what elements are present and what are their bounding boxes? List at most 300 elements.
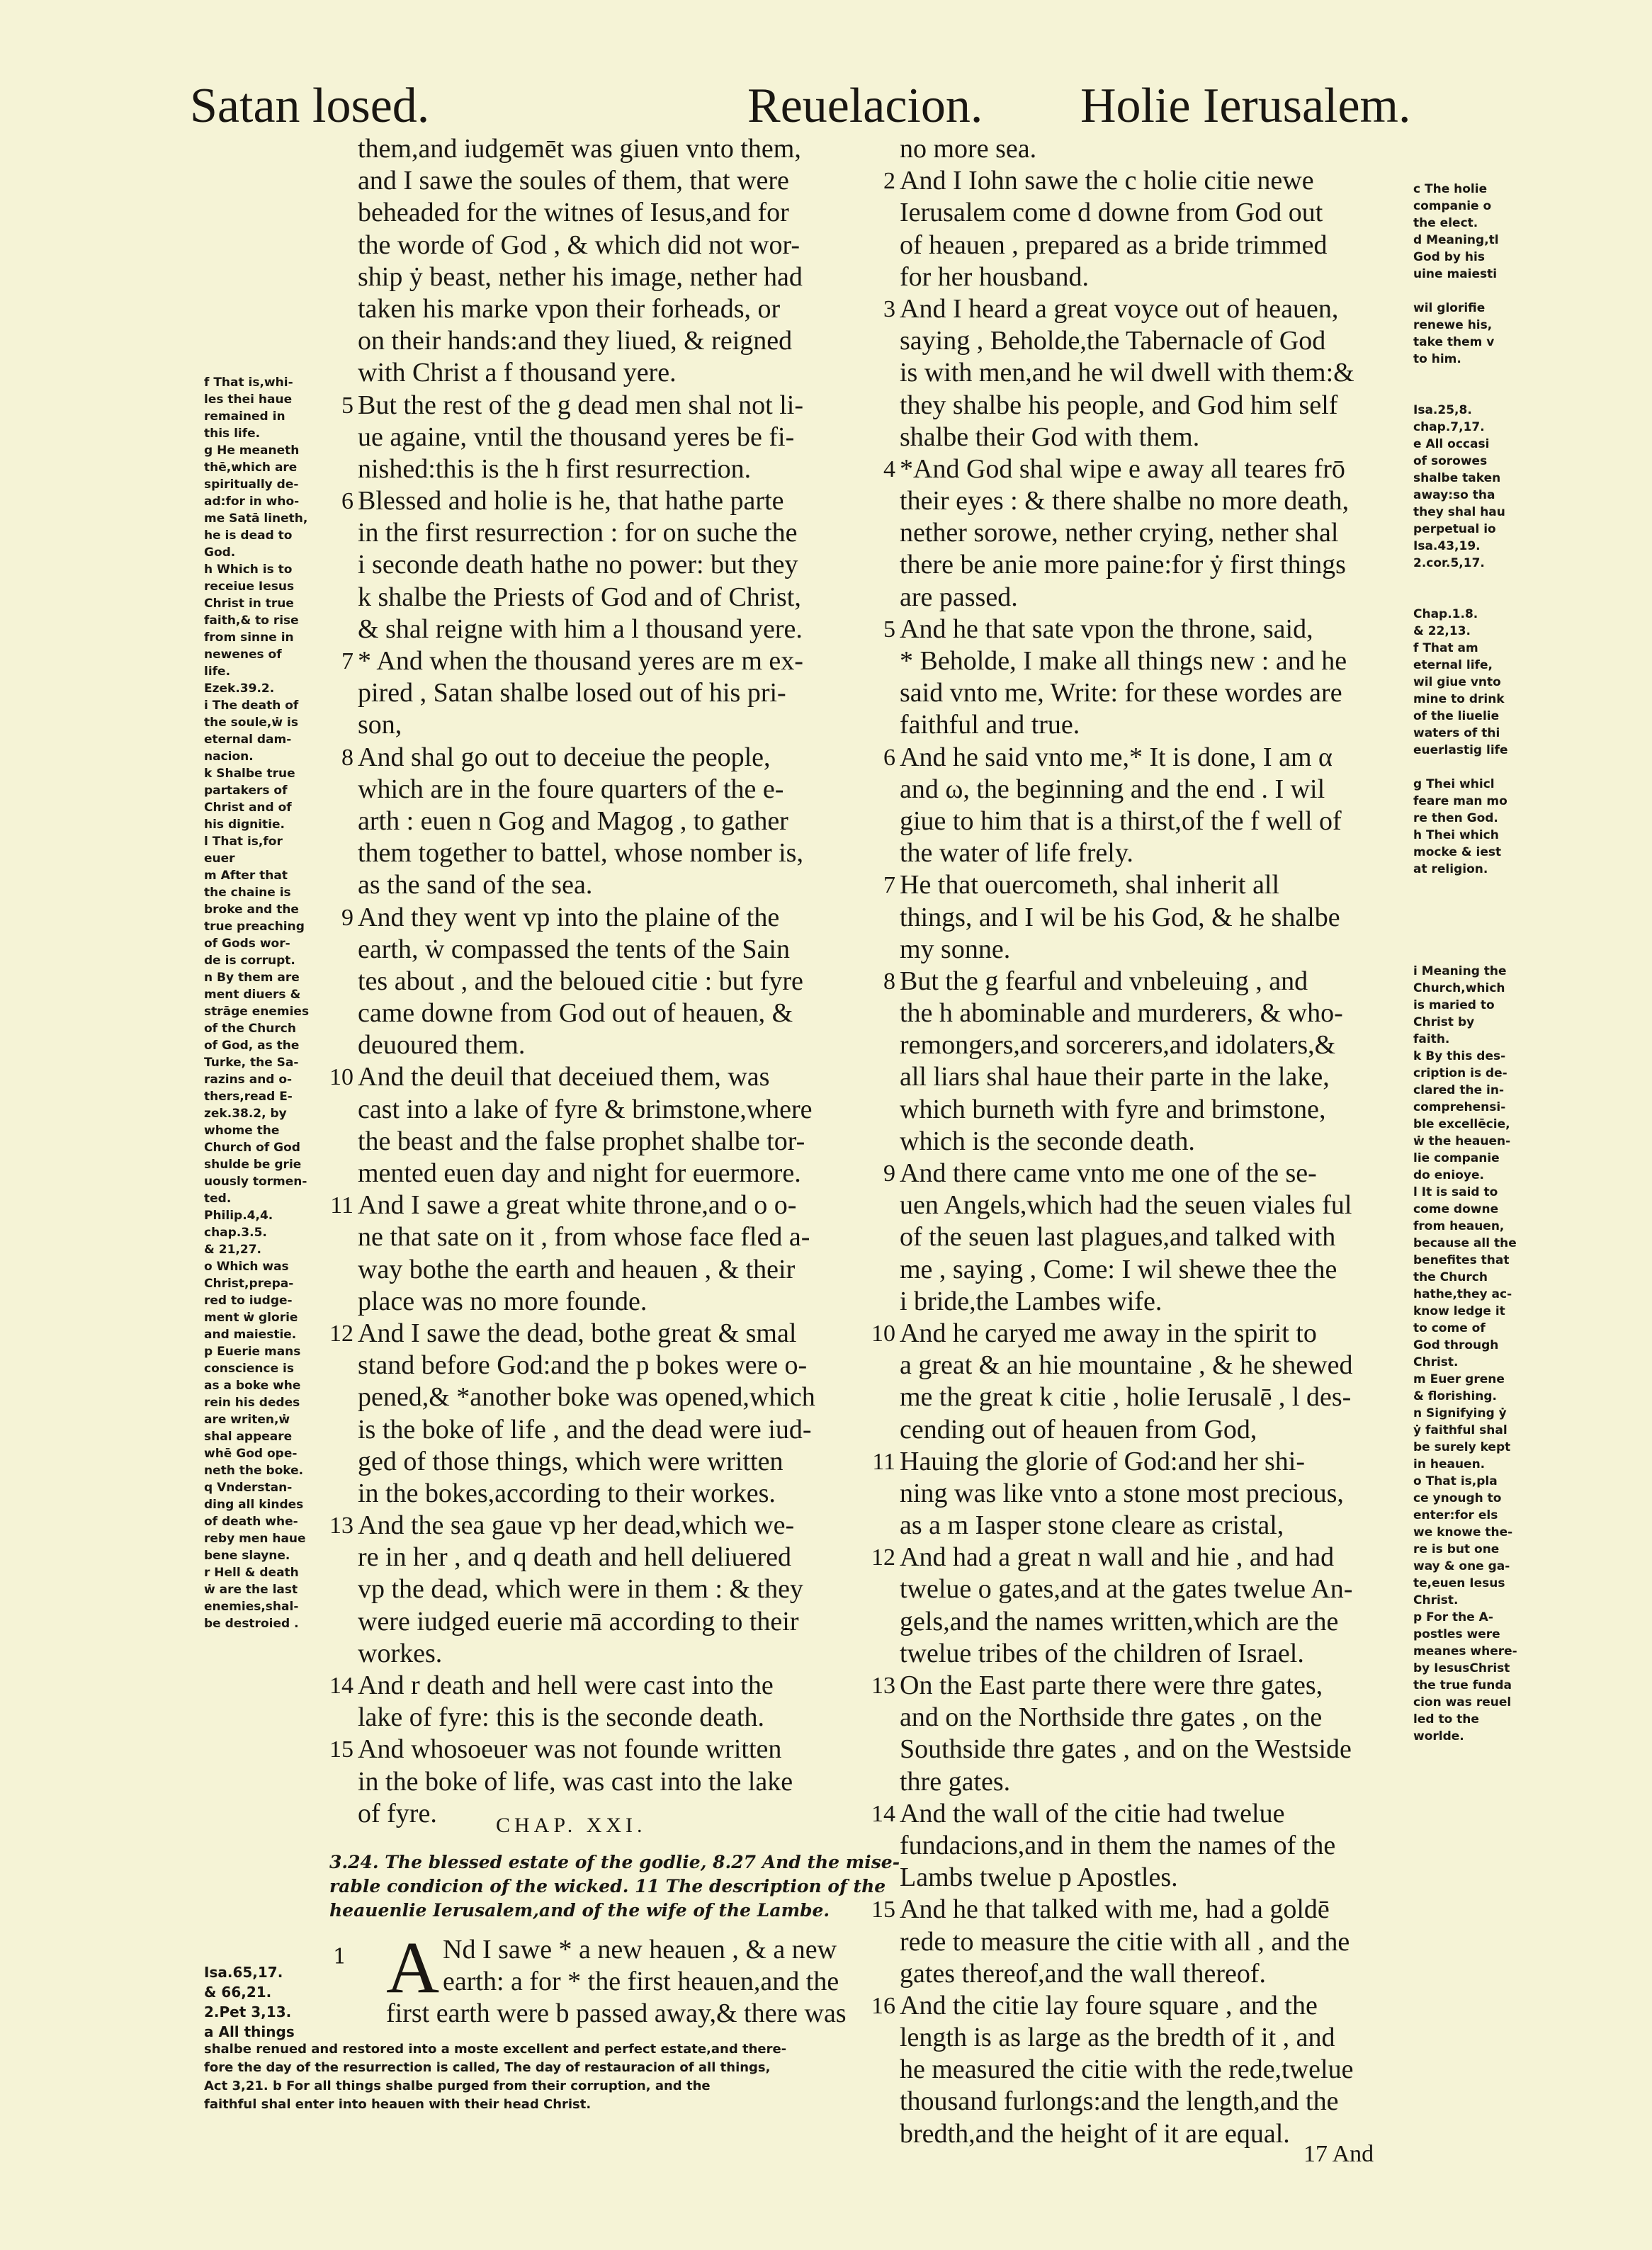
margin-note: of the Church (204, 1022, 296, 1036)
line-text: all liars shal haue their parte in the lake, (900, 1062, 1330, 1092)
text-line (900, 261, 1396, 293)
line-text: giue to him that is a thirst,of the f well of (900, 805, 1342, 836)
margin-note: spiritually de- (204, 477, 299, 492)
margin-note: the Church (1413, 1270, 1488, 1284)
text-line (358, 1094, 868, 1126)
text-line (358, 357, 868, 389)
margin-note: be destroied . (204, 1617, 299, 1631)
margin-note: Christ by (1413, 1015, 1475, 1029)
text-line (358, 805, 868, 837)
line-text: things, and I wil be his God, & he shalbe (900, 902, 1340, 932)
text-line (900, 133, 1396, 165)
line-text: faithful and true. (900, 710, 1080, 740)
text-line (341, 902, 868, 934)
margin-note: k By this des- (1413, 1049, 1506, 1063)
text-line (900, 1638, 1396, 1670)
text-line (871, 1894, 1396, 1926)
line-text: the beast and the false prophet shalbe tor- (358, 1126, 805, 1156)
margin-note: shulde be grie (204, 1158, 302, 1172)
margin-note: of God, as the (204, 1039, 300, 1053)
margin-note: know ledge it (1413, 1304, 1505, 1318)
opening-line: first earth were b passed away,& there was (386, 1999, 847, 2028)
text-line (900, 1478, 1396, 1510)
margin-note: whē God ope- (204, 1447, 298, 1461)
text-line (883, 614, 1396, 645)
margin-note: nacion. (204, 750, 254, 764)
text-line (358, 165, 868, 197)
margin-note: in heauen. (1413, 1457, 1486, 1471)
opening-line: Nd I sawe * a new heauen , & a new (443, 1935, 837, 1964)
margin-note: perpetual io (1413, 522, 1496, 536)
text-line (900, 2022, 1396, 2054)
margin-note: a All things (204, 2023, 295, 2040)
line-text: in the bokes,according to their workes. (358, 1478, 776, 1508)
margin-note: r Hell & death (204, 1566, 299, 1580)
text-line (358, 133, 868, 165)
margin-note: bene slayne. (204, 1549, 290, 1563)
text-line (883, 1158, 1396, 1189)
margin-note: m Euer grene (1413, 1372, 1505, 1386)
margin-note: Christ and of (204, 801, 292, 815)
text-line (341, 645, 868, 677)
line-text: ue againe, vntil the thousand yeres be fi- (358, 422, 795, 452)
line-text: workes. (358, 1638, 443, 1668)
chapter-opening (386, 1927, 875, 2030)
text-line (358, 582, 868, 614)
drop-capital: A (386, 1927, 440, 2008)
margin-note: enemies,shal- (204, 1600, 299, 1614)
verse-number: 2 (883, 168, 895, 195)
line-text: i seconde death hathe no power: but they (358, 550, 798, 580)
text-line (358, 1573, 868, 1605)
margin-note: neth the boke. (204, 1464, 304, 1478)
line-text: in the boke of life, was cast into the lake (358, 1766, 793, 1797)
margin-note: ad:for in who- (204, 494, 300, 509)
margin-note: come downe (1413, 1202, 1499, 1216)
margin-note: broke and the (204, 903, 299, 917)
margin-note: chap.7,17. (1413, 420, 1485, 434)
line-text: thre gates. (900, 1766, 1011, 1797)
line-text: which burneth with fyre and brimstone, (900, 1094, 1326, 1124)
margin-note: wil giue vnto (1413, 675, 1501, 689)
text-line (329, 1734, 868, 1765)
line-text: length is as large as the bredth of it , and (900, 2023, 1335, 2053)
running-head-left: Satan losed. (190, 79, 430, 133)
text-line (900, 645, 1396, 677)
text-line (358, 261, 868, 293)
text-line (900, 1573, 1396, 1605)
text-line (900, 1926, 1396, 1958)
text-line (871, 1542, 1396, 1573)
line-text: rede to measure the citie with all , and the (900, 1926, 1350, 1957)
line-text: son, (358, 710, 402, 740)
line-text: remongers,and sorcerers,and idolaters,& (900, 1030, 1336, 1061)
text-line (900, 1350, 1396, 1381)
margin-note: life. (204, 665, 231, 679)
margin-note: be surely kept (1413, 1440, 1511, 1454)
line-text: pired , Satan shalbe losed out of his pri- (358, 678, 786, 708)
chapter-heading: CHAP. XXI. (496, 1814, 647, 1837)
margin-note: Christ. (1413, 1593, 1459, 1607)
text-line (358, 837, 868, 869)
margin-note: shalbe taken (1413, 471, 1501, 485)
line-text: And whosoeuer was not founde written (358, 1734, 782, 1765)
line-text: them,and iudgemēt was giuen vnto them, (358, 134, 801, 164)
margin-note: conscience is (204, 1362, 294, 1376)
margin-note: waters of thi (1413, 726, 1500, 740)
verse-number: 14 (329, 1673, 353, 1699)
line-text: Lambs twelue p Apostles. (900, 1862, 1178, 1893)
line-text: place was no more founde. (358, 1286, 647, 1316)
margin-note: benefites that (1413, 1253, 1510, 1267)
margin-note: p Euerie mans (204, 1345, 301, 1359)
text-line (900, 774, 1396, 805)
text-line (358, 709, 868, 741)
text-line (900, 1830, 1396, 1862)
text-line (358, 614, 868, 645)
margin-note (1413, 385, 1555, 402)
margin-note (1413, 878, 1555, 895)
text-line (330, 1189, 868, 1221)
text-line (900, 709, 1396, 741)
text-line (358, 1702, 868, 1734)
line-text: thousand furlongs:and the length,and the (900, 2086, 1339, 2117)
text-line (871, 1670, 1396, 1702)
verse-number: 15 (871, 1896, 895, 1923)
line-text: arth : euen n Gog and Magog , to gather (358, 805, 788, 836)
text-line (358, 1542, 868, 1573)
margin-note: ẏ faithful shal (1413, 1423, 1507, 1437)
margin-note: f That am (1413, 641, 1478, 655)
margin-note: thers,read E- (204, 1090, 293, 1104)
margin-note: o That is,pla (1413, 1474, 1498, 1488)
line-text: of heauen , prepared as a bride trimmed (900, 230, 1328, 260)
text-line (358, 1029, 868, 1061)
line-text: Southside thre gates , and on the Westside (900, 1734, 1352, 1765)
margin-note: Isa.65,17. (204, 1964, 283, 1981)
line-text: their eyes : & there shalbe no more death, (900, 486, 1350, 516)
margin-note: hathe,they ac- (1413, 1287, 1512, 1301)
text-line (900, 582, 1396, 614)
footnote-line: fore the day of the resurrection is called, The day of restauracion of all things, (204, 2060, 771, 2075)
line-text: Hauing the glorie of God:and her shi- (900, 1446, 1305, 1476)
margin-note: at religion. (1413, 862, 1488, 876)
margin-note: ce ynough to (1413, 1491, 1502, 1505)
margin-note: chap.3.5. (204, 1226, 267, 1240)
text-line (871, 1318, 1396, 1350)
line-text: gels,and the names written,which are the (900, 1606, 1339, 1636)
margin-note: Christ,prepa- (204, 1277, 294, 1291)
text-line (900, 1862, 1396, 1894)
argument-line: heauenlie Ierusalem,and of the wife of the Lambe. (329, 1900, 830, 1921)
text-line (900, 677, 1396, 709)
line-text: uen Angels,which had the seuen viales ful (900, 1190, 1352, 1221)
argument-line: rable condicion of the wicked. 11 The description of the (329, 1876, 886, 1896)
margin-note: i The death of (204, 699, 299, 713)
verse-number: 6 (341, 488, 353, 515)
line-text: said vnto me, Write: for these wordes are (900, 678, 1342, 708)
line-text: ged of those things, which were written (358, 1446, 783, 1476)
margin-note: k Shalbe true (204, 767, 295, 781)
line-text: which are in the foure quarters of the e- (358, 774, 784, 804)
line-text: And had a great n wall and hie , and had (900, 1542, 1335, 1573)
verse-number: 5 (341, 392, 353, 419)
margin-note: true preaching (204, 920, 305, 934)
margin-note (1413, 946, 1555, 963)
margin-note: way & one ga- (1413, 1559, 1510, 1573)
verse-number: 12 (871, 1544, 895, 1571)
line-text: nether sorowe, nether crying, nether shal (900, 518, 1339, 548)
margin-note: eternal dam- (204, 733, 292, 747)
right-margin-notes (1413, 181, 1555, 1745)
text-line (358, 1350, 868, 1381)
margin-note: do enioye. (1413, 1168, 1484, 1182)
line-text: no more sea. (900, 134, 1037, 164)
line-text: And he that talked with me, had a goldē (900, 1894, 1330, 1925)
text-line (358, 966, 868, 997)
text-line (900, 1254, 1396, 1286)
line-text: And I Iohn sawe the c holie citie newe (900, 166, 1314, 196)
margin-note: ment ẇ glorie (204, 1311, 298, 1325)
verse-number: 10 (871, 1320, 895, 1347)
text-line (358, 293, 868, 325)
margin-note: is maried to (1413, 998, 1495, 1012)
margin-note: worlde. (1413, 1729, 1464, 1743)
margin-note: ẇ the heauen- (1413, 1134, 1511, 1148)
text-line (358, 1478, 868, 1510)
text-line (900, 549, 1396, 581)
verse-number: 15 (329, 1736, 353, 1763)
text-line (900, 997, 1396, 1029)
line-text: is the boke of life , and the dead were iud- (358, 1414, 812, 1445)
chapter-margin-notes (204, 1962, 346, 2042)
line-text: But the rest of the g dead men shal not li- (358, 390, 803, 420)
line-text: vp the dead, which were in them : & they (358, 1574, 803, 1605)
margin-note (1413, 895, 1555, 912)
margin-note: clared the in- (1413, 1083, 1505, 1097)
margin-note: mocke & iest (1413, 845, 1502, 859)
line-text: as a m Iasper stone cleare as cristal, (900, 1510, 1284, 1541)
margin-note: by IesusChrist (1413, 1661, 1510, 1675)
running-head-center: Reuelacion. (747, 79, 983, 133)
line-text: And the deuil that deceiued them, was (358, 1062, 770, 1092)
margin-note: red to iudge- (204, 1294, 293, 1308)
margin-note (1413, 929, 1555, 946)
margin-note: remained in (204, 409, 285, 424)
line-text: twelue tribes of the children of Israel. (900, 1638, 1304, 1668)
verse-number: 7 (883, 872, 895, 899)
line-text: fundacions,and in them the names of the (900, 1830, 1336, 1860)
margin-note: n By them are (204, 971, 300, 985)
text-line (329, 1670, 868, 1702)
line-text: Blessed and holie is he, that hathe parte (358, 486, 784, 516)
text-line (358, 1381, 868, 1413)
line-text: And they went vp into the plaine of the (358, 902, 780, 932)
line-text: a great & an hie mountaine , & he shewed (900, 1350, 1353, 1381)
text-line (900, 422, 1396, 453)
margin-note: Christ in true (204, 597, 294, 611)
line-text: & shal reigne with him a l thousand yere. (358, 614, 803, 644)
line-text: pened,& *another boke was opened,which (358, 1382, 815, 1413)
line-text: shalbe their God with them. (900, 422, 1200, 452)
text-line (358, 1606, 868, 1638)
margin-note: he is dead to (204, 528, 293, 543)
margin-note: h Thei which (1413, 828, 1499, 842)
line-text: mented euen day and night for euermore. (358, 1158, 801, 1188)
text-line (358, 997, 868, 1029)
text-line (900, 357, 1396, 389)
line-text: me the great k citie , holie Ierusalē , l des- (900, 1382, 1352, 1413)
margin-note (1413, 283, 1555, 300)
line-text: And there came vnto me one of the se- (900, 1158, 1317, 1188)
text-line (358, 1126, 868, 1158)
text-line (900, 1766, 1396, 1798)
margin-note: feare man mo (1413, 794, 1507, 808)
text-line (900, 1094, 1396, 1126)
margin-note: te,euen Iesus (1413, 1576, 1505, 1590)
verse-number: 11 (330, 1192, 353, 1219)
line-text: And he said vnto me,* It is done, I am α (900, 742, 1333, 772)
line-text: i bride,the Lambes wife. (900, 1286, 1162, 1316)
text-line (358, 197, 868, 229)
text-line (900, 485, 1396, 517)
margin-note: n Signifying ẏ (1413, 1406, 1507, 1420)
line-text: on their hands:and they liued, & reigned (358, 326, 793, 356)
verse-number: 12 (329, 1320, 353, 1347)
line-text: they shalbe his people, and God him self (900, 390, 1338, 420)
verse-number: 4 (883, 456, 895, 482)
text-line (900, 1221, 1396, 1253)
line-text: way bothe the earth and heauen , & their (358, 1254, 796, 1284)
line-text: of fyre. (358, 1798, 437, 1828)
text-line (883, 966, 1396, 997)
margin-note: Isa.25,8. (1413, 403, 1472, 417)
text-line (329, 1318, 868, 1350)
footnote-line: shalbe renued and restored into a moste excellent and perfect estate,and there- (204, 2042, 787, 2057)
margin-note (1413, 759, 1555, 776)
verse-number: 9 (341, 904, 353, 931)
text-line (871, 1990, 1396, 2022)
margin-note: newenes of (204, 648, 282, 662)
margin-note: uously tormen- (204, 1175, 307, 1189)
margin-note: & 22,13. (1413, 624, 1471, 638)
text-line (358, 1766, 868, 1798)
margin-note: of the liuelie (1413, 709, 1500, 723)
line-text: * And when the thousand yeres are m ex- (358, 646, 803, 676)
line-text: And the wall of the citie had twelue (900, 1798, 1285, 1828)
margin-note: Philip.4,4. (204, 1209, 273, 1223)
margin-note: as a boke whe (204, 1379, 301, 1393)
margin-note: postles were (1413, 1627, 1500, 1641)
line-text: he measured the citie with the rede,twelue (900, 2054, 1354, 2085)
text-line (900, 902, 1396, 934)
line-text: are passed. (900, 582, 1018, 612)
line-text: which is the seconde death. (900, 1126, 1195, 1156)
text-line (900, 1286, 1396, 1318)
margin-note: because all the (1413, 1236, 1517, 1250)
margin-note: Church,which (1413, 981, 1505, 995)
line-text: of the seuen last plagues,and talked with (900, 1222, 1336, 1253)
line-text: the worde of God , & which did not wor- (358, 230, 800, 260)
text-line (358, 1221, 868, 1253)
text-line (872, 1446, 1396, 1478)
footnote-line: faithful shal enter into heauen with their head Christ. (204, 2097, 592, 2112)
margin-note: 2.Pet 3,13. (204, 2003, 292, 2020)
line-text: On the East parte there were thre gates, (900, 1670, 1323, 1700)
verse-number: 1 (333, 1945, 347, 1969)
line-text: cast into a lake of fyre & brimstone,where (358, 1094, 813, 1124)
margin-note: ted. (204, 1192, 232, 1206)
text-line (883, 869, 1396, 901)
catchword: 17 And (1303, 2141, 1374, 2167)
margin-note (1413, 589, 1555, 606)
margin-note: Church of God (204, 1141, 300, 1155)
line-text: and I sawe the soules of them, that were (358, 166, 789, 196)
margin-note: c The holie (1413, 182, 1488, 196)
margin-note: Ezek.39.2. (204, 682, 275, 696)
margin-note: faith. (1413, 1032, 1450, 1046)
line-text: And I heard a great voyce out of heauen, (900, 293, 1339, 324)
line-text: ship ẏ beast, nether his image, nether had (358, 261, 803, 292)
line-text: And I sawe a great white throne,and o o- (358, 1190, 797, 1221)
margin-note: from sinne in (204, 631, 294, 645)
verse-number: 8 (341, 744, 353, 771)
text-line (900, 2086, 1396, 2118)
text-line (900, 1702, 1396, 1734)
margin-note: strāge enemies (204, 1005, 310, 1019)
text-line (358, 1638, 868, 1670)
line-text: as the sand of the sea. (358, 870, 593, 900)
margin-note: q Vnderstan- (204, 1481, 293, 1495)
line-text: But the g fearful and vnbeleuing , and (900, 966, 1308, 996)
text-line (900, 837, 1396, 869)
text-line (358, 325, 868, 357)
line-text: *And God shal wipe e away all teares frō (900, 453, 1345, 484)
margin-note: les thei haue (204, 392, 293, 407)
text-line (900, 325, 1396, 357)
line-text: k shalbe the Priests of God and of Christ, (358, 582, 801, 612)
margin-note: i Meaning the (1413, 964, 1507, 978)
margin-note: euer (204, 852, 235, 866)
margin-note: g He meaneth (204, 443, 300, 458)
line-text: the water of life frely. (900, 838, 1133, 869)
margin-note: shal appeare (204, 1430, 293, 1444)
margin-note: renewe his, (1413, 318, 1493, 332)
margin-note: Isa.43,19. (1413, 539, 1481, 553)
line-text: And r death and hell were cast into the (358, 1670, 774, 1700)
text-line (358, 774, 868, 805)
line-text: cending out of heauen from God, (900, 1414, 1257, 1445)
text-line (900, 1029, 1396, 1061)
text-line (341, 485, 868, 517)
text-line (358, 453, 868, 485)
margin-note: l It is said to (1413, 1185, 1498, 1199)
line-text: were iudged euerie mā according to their (358, 1606, 799, 1636)
line-text: and on the Northside thre gates , on the (900, 1702, 1323, 1733)
margin-note: e All occasi (1413, 437, 1490, 451)
margin-note: we knowe the- (1413, 1525, 1513, 1539)
footnote-line: Act 3,21. b For all things shalbe purged from their corruption, and the (204, 2079, 711, 2093)
margin-note: h Which is to (204, 562, 293, 577)
margin-note: cion was reuel (1413, 1695, 1512, 1709)
margin-note: ble excellēcie, (1413, 1117, 1510, 1131)
line-text: me , saying , Come: I wil shewe thee the (900, 1254, 1337, 1284)
text-line (900, 805, 1396, 837)
margin-note (1413, 912, 1555, 929)
margin-note: rein his dedes (204, 1396, 300, 1410)
text-line (329, 1061, 868, 1093)
margin-note: away:so tha (1413, 488, 1495, 502)
